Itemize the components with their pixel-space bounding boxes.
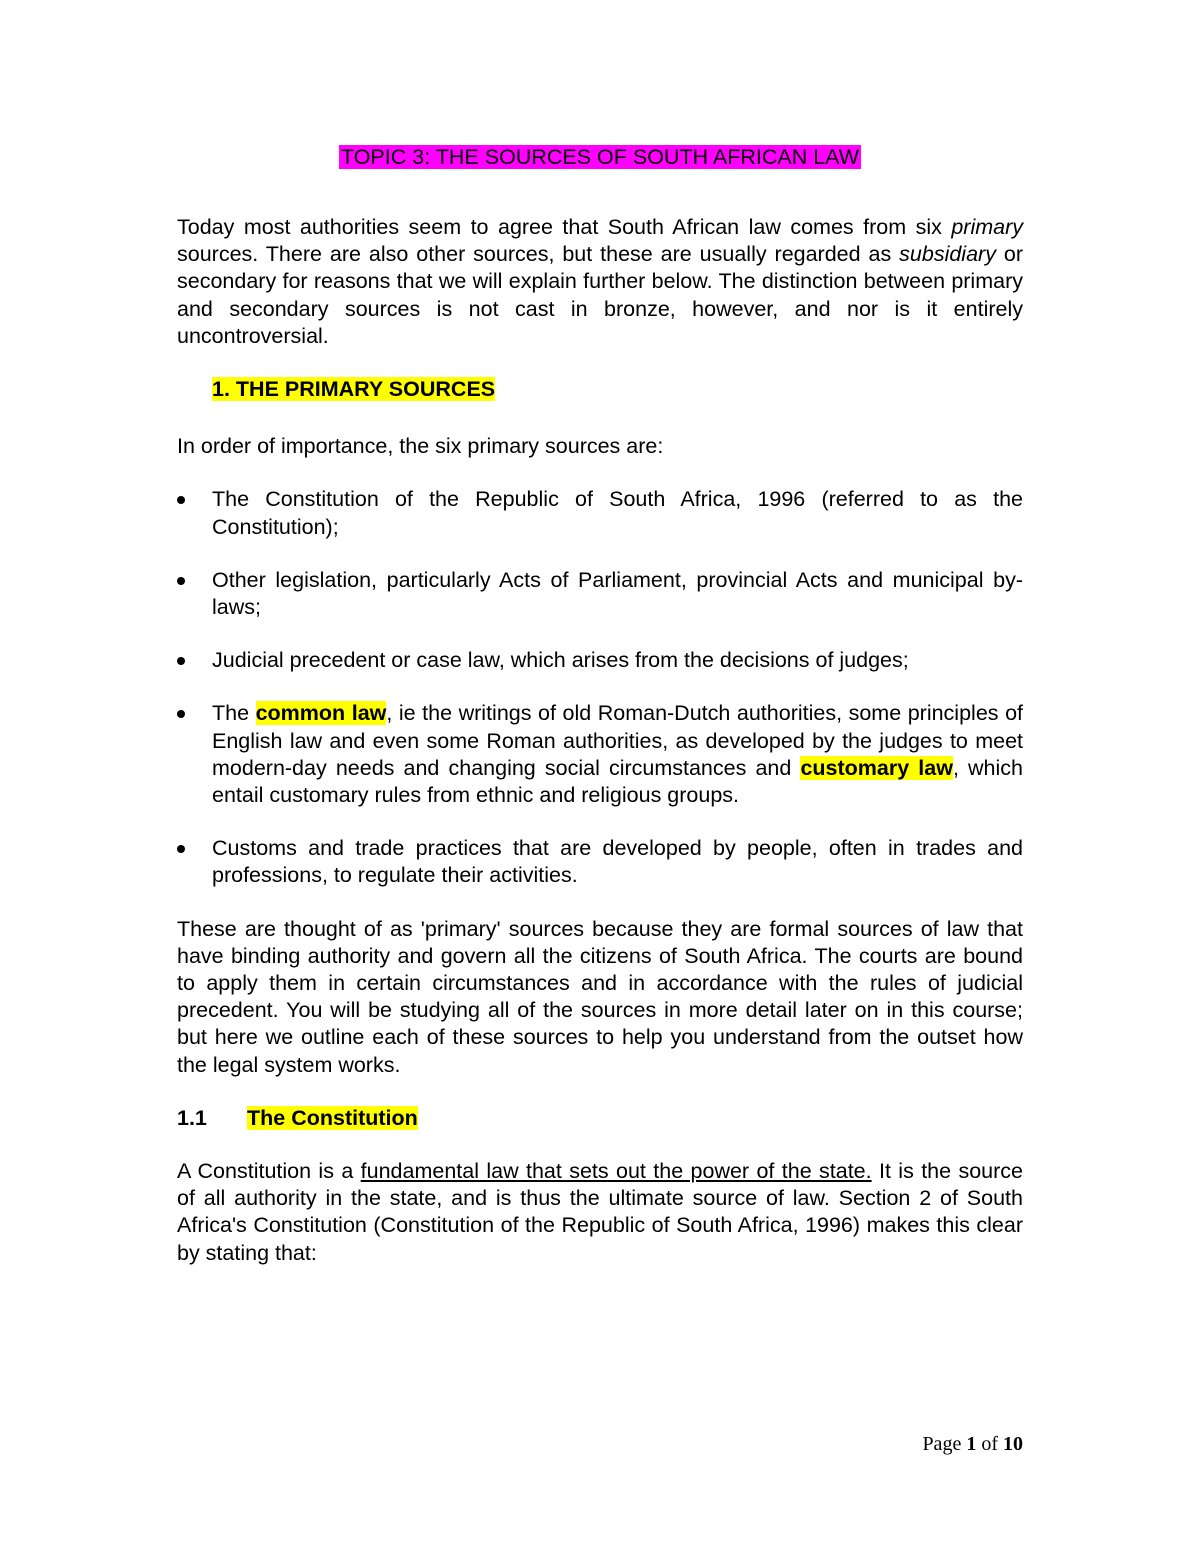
section-number: 1.1 [177, 1105, 207, 1130]
list-item: Other legislation, particularly Acts of Parliament, provincial Acts and municipal by-laws; [177, 567, 1023, 621]
bullet-icon [177, 845, 185, 853]
intro-paragraph: Today most authorities seem to agree that South African law comes from six primary sources. There are also other sources, but these are usually regarded as subsidiary or secondary for reasons that we will explain further below. The distinction between primary and secondary sources is not cast in bronze, however, and nor is it entirely uncontroversial. [177, 215, 1023, 348]
section-heading-constitution: 1.1 The Constitution [177, 1105, 1023, 1132]
bullet-icon [177, 657, 185, 665]
list-item: Customs and trade practices that are developed by people, often in trades and professions, to regulate their activities. [177, 835, 1023, 889]
emphasis-subsidiary: subsidiary [899, 242, 996, 267]
list-item: The Constitution of the Republic of South Africa, 1996 (referred to as the Constitution); [177, 486, 1023, 540]
primary-sources-list [177, 486, 1023, 889]
highlight-common-law: common law [255, 701, 387, 726]
list-item: The common law, ie the writings of old Roman-Dutch authorities, some principles of English law and even some Roman authorities, as developed by the judges to meet modern-day needs and changing social circumstances and customary law, which entail customary rules from ethnic and religious groups. [177, 700, 1023, 809]
bullet-icon [177, 710, 185, 718]
constitution-paragraph: A Constitution is a fundamental law that sets out the power of the state. It is the source of all authority in the state, and is thus the ultimate source of law. Section 2 of South Africa's Constitution (Constitution of the Republic of South Africa, 1996) makes this clear by stating that: [177, 1159, 1023, 1265]
bullet-icon [177, 577, 185, 585]
title-line [177, 140, 1023, 174]
page-number-footer: Page 1 of 10 [922, 1433, 1023, 1455]
emphasis-primary: primary [951, 215, 1023, 239]
page-content [177, 140, 1023, 1267]
list-item: Judicial precedent or case law, which arises from the decisions of judges; [177, 647, 1023, 674]
highlight-customary-law: customary law [800, 755, 953, 780]
bullet-icon [177, 496, 185, 504]
primary-sources-closing: These are thought of as 'primary' sources because they are formal sources of law that have binding authority and govern all the citizens of South Africa. The courts are bound to apply them in certain circumstances and in accordance with the rules of judicial precedent. You will be studying all of the sources in more detail later on in this course; but here we outline each of these sources to help you understand from the outset how the legal system works. [177, 916, 1023, 1077]
primary-sources-lead: In order of importance, the six primary sources are: [177, 434, 664, 459]
underlined-definition: fundamental law that sets out the power of the state. [360, 1159, 872, 1184]
page-title: TOPIC 3: THE SOURCES OF SOUTH AFRICAN LAW [340, 145, 860, 169]
section-heading-primary-sources: 1. THE PRIMARY SOURCES [212, 377, 496, 402]
